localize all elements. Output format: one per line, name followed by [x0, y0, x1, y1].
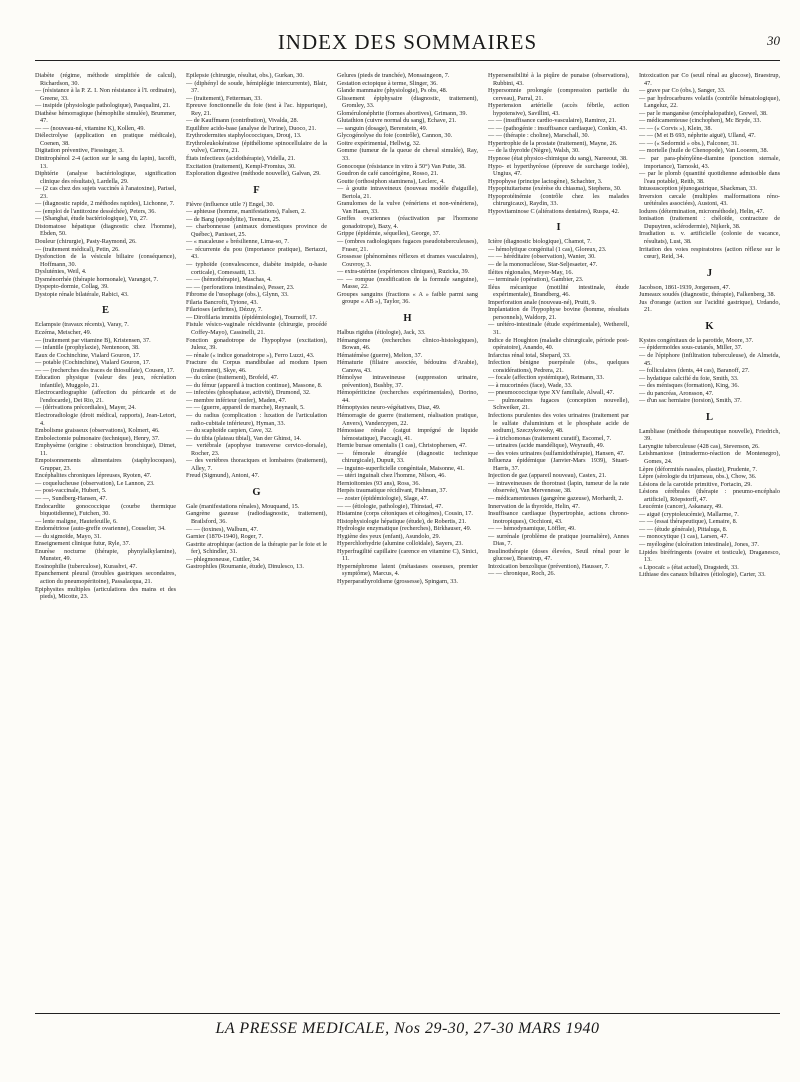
index-entry: Hématémèse (guerre), Melton, 37.	[337, 351, 423, 359]
index-entry: — — (essai thérapeutique), Lemaire, 8.	[639, 518, 738, 526]
index-entry: — —, Sundberg-Hansen, 47.	[35, 494, 108, 502]
index-entry: — hydatique calcifié du foie, Smith, 33.	[639, 374, 739, 382]
index-entry: Kystes congénitaux de la parotide, Moore, 37.	[639, 336, 754, 344]
index-entry: Hémopériticine (recherches expérimentales), Dorino, 44.	[337, 389, 478, 404]
index-entry: — « macaleuse » brésilienne, Lima-so, 7.	[186, 238, 289, 246]
index-entry: — médicamenteuse (cinchophen), Mc Bryde, 33.	[639, 117, 761, 125]
index-entry: Filaria Bancrofti, Tytone, 43.	[186, 298, 258, 306]
footer-rule	[35, 1013, 780, 1014]
index-entry: — pneumococcique type XV familiale, Alwall, 47.	[488, 389, 615, 397]
index-entry: Hypo- et hyperthyréose (épreuve de surcharge iodée), Ungius, 47.	[488, 162, 629, 178]
index-entry: Endométriose (auto-greffe ovarienne), Couselier, 34.	[35, 525, 166, 533]
page-title: INDEX DES SOMMAIRES	[277, 30, 538, 54]
index-entry: — d'un sac herniaire (torsion), Smith, 37.	[639, 397, 742, 405]
index-entry: — par le manganèse (encéphalopathie), Grewel, 38.	[639, 109, 768, 117]
index-entry: Gangrène gazeuse (radiodiagnostic, traitement), Brailsford, 36.	[186, 510, 327, 525]
index-entry: Histophysiologie hépatique (étude), de Robertis, 21.	[337, 517, 467, 525]
index-entry: Lambliase (méthode thérapeutique nouvelle), Friedrich, 39.	[639, 427, 780, 443]
index-entry: Dysfonction de la vésicule biliaire (conséquence), Hoffmann, 30.	[35, 253, 176, 268]
index-entry: Digitation préventive, Fiessinger, 3.	[35, 147, 124, 155]
index-entry: Erythrodermites staphylococciques, Drouj, 13.	[186, 132, 302, 140]
index-entry: — — hémodynamique, Löffler, 49.	[488, 525, 576, 533]
index-entry: Laryngite tuberculeuse (428 cas), Stevenson, 26.	[639, 442, 760, 450]
index-entry: Iléus mécanique (motilité intestinale, étude expérimentale), Brandberg, 46.	[488, 283, 629, 299]
index-entry: Hypertrophie de la prostate (traitement), Mayne, 26.	[488, 139, 618, 147]
index-entry: Douleur (chirurgie), Pasty-Raymond, 26.	[35, 238, 137, 246]
index-entry: Hémangiome (recherches clinico-histologiques), Bowan, 46.	[337, 336, 478, 352]
index-entry: Gale (manifestations rénales), Mouquand, 15.	[186, 502, 300, 510]
index-entry: Eclampsie (travaux récents), Varay, 7.	[35, 321, 129, 329]
index-entry: Hypnose (état physico-chimique du sang), Nareeout, 38.	[488, 155, 628, 163]
index-entry: Ionisation (traitement : chéloïde, contracture de Dupuytren, sclérodermie), Nijkerk, 38.	[639, 215, 780, 230]
index-entry: — — (recherches des traces de thiosulfate), Cousen, 17.	[35, 366, 175, 374]
index-entry: Fièvre (influence utile ?) Engel, 30.	[186, 200, 275, 208]
index-entry: Injection de gaz (appareil nouveau), Castex, 21.	[488, 472, 607, 480]
index-entry: Diphtérie (analyse bactériologique, signification clinique des résultats), Lardella, 29.	[35, 170, 176, 185]
header-rule	[35, 60, 780, 61]
index-entry: Lèpre (sérologie du trijumeau, obs.), Chow, 36.	[639, 473, 757, 481]
index-entry: — insipide (physiologie pathologique), Pasqualini, 21.	[35, 102, 171, 110]
index-entry: — infantile (prophylaxie), Nentenoon, 38.	[35, 344, 140, 352]
index-entry: Fracture du Corpus mandibulae ad modum Ipsen (traitement), Skye, 46.	[186, 359, 327, 374]
index-entry: Intoxication par Co (seuil rénal au glucose), Braestrup, 47.	[639, 72, 780, 87]
index-entry: Hypernéphrome latent (métastases osseuses, premier symptôme), Marcus, 4.	[337, 562, 478, 578]
index-entry: — du pancréas, Aronsson, 47.	[639, 389, 714, 397]
page-number: 30	[767, 33, 780, 48]
index-entry: Irradiation u. v. artificielle (colonie de vacance, résultats), Lust, 38.	[639, 230, 780, 246]
index-entry: — extra-utérine (expériences cliniques), Ruzicka, 39.	[337, 268, 470, 276]
index-entry: Epreuve fonctionnelle du foie (test à l'ac. hippurique), Rey, 21.	[186, 102, 327, 117]
index-entry: Enurèse nocturne (thérapie, phynylalkylamine), Munster, 49.	[35, 547, 176, 563]
index-entry: Intussusception jéjunogastrique, Shackman, 33.	[639, 185, 757, 193]
index-entry: Hémolyse intraveineuse (suppression urinaire, prévention), Bushby, 37.	[337, 374, 478, 389]
index-entry: Encéphalites chroniques lépreuses, Ryoten, 47.	[35, 472, 152, 480]
index-entry: — monocytique (1 cas), Larsen, 47.	[639, 533, 729, 541]
index-entry: — — (étude générale), Pittaluga, 8.	[639, 525, 728, 533]
index-entry: Imperforation anale (nouveau-né), Pruitt, 9.	[488, 298, 597, 306]
index-entry: Glycogénolyse du foie (contrôle), Cannon, 30.	[337, 132, 453, 140]
index-entry: — — (thérapie : choline), Marschall, 30.	[488, 132, 590, 140]
index-entry: Infarctus rénal total, Shepard, 33.	[488, 351, 571, 359]
index-entry: Epanchement pleural (troubles gastriques secondaires, action du pneumopéritoine), Passalacqua, 21.	[35, 570, 176, 585]
index-entry: — mortelle (huile de Chenopode), Van Looeren, 38.	[639, 147, 769, 155]
section-letter: H	[403, 312, 412, 324]
index-entry: Irritation des voies respiratoires (action réflexe sur le cœur), Reid, 34.	[639, 245, 780, 261]
index-entry: — — (guerre, appareil de marche), Reynault, 5.	[186, 404, 305, 412]
index-entry: — du radius (complication : luxation de l'articulation radio-cubitale inférieure), Hyman, 33.	[186, 411, 327, 427]
index-entry: — fémorale étranglée (diagnostic technique chirurgicale), Dupuit, 33.	[337, 449, 478, 465]
index-entry: — du tibia (plateau tibial), Van der Ghinst, 14.	[186, 434, 302, 442]
index-entry: Greffes ovariennes (réactivation par l'hormone gonadotrope), Bazy, 4.	[337, 215, 478, 230]
index-column-5	[639, 72, 780, 1002]
index-entry: Education physique (valeur des jeux, récréation infantile), Muggolo, 21.	[35, 374, 176, 389]
index-entry: — des voies urinaires (sulfamidothérapie), Hansen, 47.	[488, 449, 625, 457]
index-entry: Infection bénigne puerpérale (obs., quelques considérations), Pedrera, 21.	[488, 359, 629, 374]
index-entry: Hypertension artérielle (accès fébrile, action hypotensive), Savillini, 43.	[488, 102, 629, 117]
index-entry: — (dérivations précordiales), Mayer, 24.	[35, 404, 136, 412]
index-entry: Iodures (détermination, microméthode), Helin, 47.	[639, 207, 765, 215]
index-entry: — (traitement), Fetterman, 33.	[186, 94, 262, 102]
index-entry: Enseignement clinique futur, Ryle, 37.	[35, 540, 131, 548]
index-column-4	[488, 72, 629, 1002]
index-entry: — utéri inguinali chez l'homme, Nilson, 46.	[337, 472, 446, 480]
index-entry: Inversion cæcale (multiples malformations réno-urétérales associées), Austoni, 43.	[639, 192, 780, 208]
index-entry: Eczéma, Meischer, 49.	[35, 328, 92, 336]
index-entry: Insuffisance cardiaque (hypertrophie, actions chrono-inotropiques), Occhioni, 43.	[488, 510, 629, 525]
index-entry: — membre inférieur (enfer), Maden, 47.	[186, 396, 287, 404]
index-entry: Lipides biréfringents (ovaire et testicule), Draganesco, 13.	[639, 548, 780, 564]
index-entry: — du crâne (traitement), Brofeld, 47.	[186, 374, 279, 382]
index-entry: Eaux de Cochinchine, Vialard Gouron, 17.	[35, 351, 141, 359]
index-entry: Dysluténies, Weil, 4.	[35, 268, 87, 276]
index-entry: Hypoprotéinémie (contrôle chez les malades chirurgicaux), Raydin, 33.	[488, 192, 629, 208]
index-entry: — typhoïde (convalescence, diabète insipide, α-hasie corticale), Comessatti, 13.	[186, 261, 327, 276]
index-entry: — de Bang (spondylite), Teenstra, 25.	[186, 215, 281, 223]
index-entry: Glande mammaire (physiologie), Ps obs, 48.	[337, 87, 448, 95]
index-entry: — médicamenteuses (gangrène gazeuse), Morhardt, 2.	[488, 494, 624, 502]
index-entry: — rénale (« indice gonadotrope »), Ferro Luzzi, 43.	[186, 351, 315, 359]
index-entry: Dinitrophénol 2-4 (action sur le sang du lapin), Iacoffi, 13.	[35, 155, 176, 170]
index-entry: — — (nouveau-né, vitamine K), Kollen, 49.	[35, 124, 145, 132]
index-entry: — (emploi de l'antitoxine desséchée), Peters, 36.	[35, 207, 156, 215]
index-entry: Hyperfragilité capillaire (carence en vitamine C), Sinici, 11.	[337, 547, 478, 563]
index-column-1	[35, 72, 176, 1002]
index-entry: Gastrite atrophique (action de la thérapie par le foie et le fer), Schindler, 31.	[186, 540, 327, 556]
section-letter: G	[252, 486, 261, 498]
index-entry: Granulomes de la vulve (vénériens et non-vénériens), Van Haam, 33.	[337, 200, 478, 215]
index-entry: Hyperparathyroïdisme (grossesse), Spingarn, 33.	[337, 578, 458, 585]
index-entry: Jumeaux soudés (diagnostic, thérapie), Falkenberg, 38.	[639, 291, 776, 299]
index-entry: Herpès traumatique récidivant, Fishman, 37.	[337, 487, 448, 495]
index-entry: Implantation de l'hypophyse bovine (homme, résultats personnels), Waldorp, 21.	[488, 306, 629, 321]
index-entry: — par hydrocarbures volatils (contrôle hématologique), Langeluz, 22.	[639, 94, 780, 110]
journal-footer: LA PRESSE MEDICALE, Nos 29-30, 27-30 MARS 1940	[215, 1020, 600, 1037]
index-entry: Hyperchlorhydrie (alumine colloïdale), Sayers, 23.	[337, 540, 463, 548]
index-entry: — intraveineuses de thorotrast (lapin, tumeur de la rate observée), Van Mervenesse, 38.	[488, 479, 629, 495]
index-entry: Leucémie (cancer), Askanazy, 49.	[639, 503, 723, 511]
index-entry: Jacobson, 1861-1939, Jorgensen, 47.	[639, 283, 731, 291]
index-entry: — (ombres radiologiques fugaces pseudotuberculeuses), Fraser, 21.	[337, 238, 478, 253]
index-entry: — (résistance à la P. Z. I. Non résistance à l'I. ordinaire), Greene, 33.	[35, 87, 176, 102]
index-entry: — folliculaires (dents, 44 cas), Baranoff, 27.	[639, 367, 750, 375]
index-entry: — vertébrale (apophyse transverse cervico-dorsale), Rocher, 23.	[186, 442, 327, 457]
index-entry: — (traitement médical), Petin, 26.	[35, 245, 120, 253]
index-entry: Hernioïtomies (93 ans), Ross, 36.	[337, 479, 421, 487]
index-entry: Hypersomnie prolongée (compression partielle du cerveau), Parral, 21.	[488, 87, 629, 102]
index-entry: Jus d'orange (action sur l'acidité gastrique), Urdando, 21.	[639, 298, 780, 314]
index-entry: Garnier (1870-1940), Roger, 7.	[186, 533, 264, 541]
index-entry: — à trichomonas (traitement curatif), Escomel, 7.	[488, 434, 612, 442]
index-entry: — hémolytique congénital (1 cas), Gloreux, 23.	[488, 245, 607, 253]
index-entry: — terminale (opération), Gambier, 23.	[488, 276, 584, 284]
index-entry: — Dirofilaria immitis (épidémiologie), Tournoff, 17.	[186, 313, 317, 321]
index-entry: Groupes sanguins (fractions « A » faible parmi sang groupe « AB »), Taylor, 36.	[337, 290, 478, 306]
section-letter: F	[253, 184, 260, 196]
index-entry: Equilibre acido-base (analyse de l'urine), Duoco, 21.	[186, 124, 317, 132]
index-entry: — du scaphoïde carpien, Cave, 32.	[186, 427, 273, 435]
index-entry: — du sigmoïde, Mayo, 31.	[35, 532, 102, 540]
index-entry: Embolectomie pulmonaire (technique), Henry, 37.	[35, 434, 160, 442]
index-entry: Goitre expérimental, Hellwig, 32.	[337, 139, 421, 147]
index-entry: — — héréditaire (observation), Wanier, 30.	[488, 253, 596, 261]
index-entry: — à goutte intraveineux (nouveau modèle d'aiguille), Bertola, 21.	[337, 185, 478, 200]
index-entry: — récurrente du pou (importance pratique), Bertazzi, 43.	[186, 245, 327, 261]
index-entry: Emphysème (origine : obstruction bronchique), Dimet, 11.	[35, 442, 176, 457]
index-entry: Hydrologie enzymatique (recherches), Birkhauser, 49.	[337, 525, 472, 533]
index-entry: Diélectrolyse (application en pratique médicale), Coenen, 38.	[35, 132, 176, 147]
index-entry: Gastrophiles (Roumanie, étude), Dinulesco, 13.	[186, 563, 304, 571]
index-entry: — focale (affection systémique), Reimann, 33.	[488, 374, 605, 382]
index-entry: Hypovitaminose C (altérations dentaires), Ruspa, 42.	[488, 207, 620, 215]
index-entry: — de Kauffmann (contribution), Vivalda, 28.	[186, 117, 299, 125]
index-entry: — sanguin (dosage), Berenstein, 49.	[337, 124, 428, 132]
index-entry: Indice de Houghton (maladie chirurgicale, période post-opératoire), Anando, 40.	[488, 336, 629, 352]
index-entry: États infectieux (acidothérapie), Vidella, 21.	[186, 155, 296, 163]
index-entry: Electroradiologie (droit médical, rapports), Jean-Letort, 4.	[35, 411, 176, 427]
index-entry: Hypersensibilité à la piqûre de punaise (observations), Rubbini, 43.	[488, 72, 629, 87]
index-entry: Dyspepto-dormie, Collag, 39.	[35, 283, 109, 291]
index-entry: Intoxication benzolique (prévention), Hausser, 7.	[488, 562, 610, 570]
index-entry: — post-vaccinale, Hubert, 5.	[35, 487, 107, 495]
index-entry: Endocardite gonococcique (courbe thermique biquotidienne), Futchen, 30.	[35, 502, 176, 518]
index-entry: — aphteuse (homme, manifestations), Falsen, 2.	[186, 208, 306, 216]
index-entry: — zoster (épidémiologie), Slage, 47.	[337, 494, 429, 502]
index-entry: — des vertèbres thoraciques et lombaires (traitement), Alley, 7.	[186, 457, 327, 472]
index-entry: — — (M et B 693, néphrite aiguë), Ulland, 47.	[639, 132, 756, 140]
section-letter: E	[101, 305, 109, 317]
index-entry: — potable (Cochinchine), Vialard Gouron, 17.	[35, 359, 151, 367]
index-entry: — — rompue (modification de la formule sanguine), Masse, 22.	[337, 275, 478, 291]
section-letter: L	[705, 411, 713, 423]
index-entry: — — (étiologie, pathologie), Thinstad, 47.	[337, 502, 443, 510]
index-entry: Epiphysites multiples (articulations des mains et des pieds), Micotte, 23.	[35, 585, 176, 601]
index-entry: — (Shanghai, étude bactériologique), Yü, 27.	[35, 215, 148, 223]
index-entry: — inguino-superficielle congénitale, Maisonne, 41.	[337, 464, 465, 472]
index-entry: Fibrome de l'œsophage (obs.), Glynn, 33.	[186, 291, 289, 299]
index-entry: Hypopituitarisme (exérèse du chiasma), Stephens, 30.	[488, 185, 622, 193]
index-entry: — par le plomb (quantité quotidienne admissible dans l'eau potable), Reith, 38.	[639, 170, 780, 185]
index-entry: Fonction gonadotrope de l'hypophyse (excitation), Julesz, 39.	[186, 336, 327, 352]
index-entry: Embolisme graisseux (observations), Kolmert, 46.	[35, 427, 160, 435]
page-header	[35, 30, 780, 56]
section-letter: J	[706, 267, 713, 279]
index-entry: Grossesse (phénomènes réflexes et drames vasculaires), Couvroy, 3.	[337, 253, 478, 268]
index-entry: Lithiase des canaux biliaires (étiologie), Carter, 33.	[639, 571, 766, 579]
index-entry: — coquelucheuse (observation), Le Lannon, 23.	[35, 479, 155, 487]
index-entry: — (diagnostic rapide, 2 méthodes rapides), Lichonne, 7.	[35, 200, 175, 208]
index-entry: Lèpre (déformités nasales, plastie), Prudente, 7.	[639, 465, 758, 473]
index-entry: Hémostase rénale (catgut imprégné de liquide hémostatique), Paccagli, 41.	[337, 427, 478, 442]
section-letter: K	[705, 320, 714, 332]
index-entry: — — (pathogénie : insuffisance cardiaque), Conkin, 43.	[488, 124, 628, 132]
index-entry: Infections purulentes des voies urinaires (traitement par le sulfate d'aluminium et le phosphate acide de sodium), Szeczykowsky, 48.	[488, 411, 629, 435]
index-entry: Hémoptysies neuro-végétatives, Diaz, 49.	[337, 404, 441, 412]
index-entry: — urétéro-intestinale (étude expérimentale), Wetherell, 31.	[488, 321, 629, 336]
index-column-3	[337, 72, 478, 1002]
index-entry: — — (hémothérapie), Maschas, 4.	[186, 276, 272, 284]
index-entry: — de la mononucléose, Star-Seljesaeter, 47.	[488, 261, 598, 269]
index-entry: Lésions cérébrales (thérapie : pneumo-encéphalo artificiel), Röepstorff, 47.	[639, 488, 780, 503]
index-entry: Grippe (épidémie, séquelles), George, 37.	[337, 230, 441, 238]
index-entry: — myélogène (ulcération intestinale), Jones, 37.	[639, 540, 759, 548]
index-entry: — — (perforations intestinales), Pesser, 23.	[186, 283, 295, 291]
index-entry: Histamine (corps cétoniques et cétogènes), Cousin, 17.	[337, 510, 473, 518]
index-entry: Hernie bursae omentalis (1 cas), Christophersen, 47.	[337, 442, 467, 450]
index-entry: Glissement épiphysaire (diagnostic, traitement), Gromley, 33.	[337, 94, 478, 110]
index-entry: Goudron de café cancérigène, Rosso, 21.	[337, 170, 439, 178]
index-entry: Dysménorrhée (thérapie hormonale), Varangot, 7.	[35, 275, 159, 283]
index-entry: Filarioses (arthrites), Dézuy, 7.	[186, 306, 263, 314]
index-entry: — de l'épiphore (infiltration tuberculeuse), de Almeida, 45.	[639, 351, 780, 367]
index-entry: Fistule vésico-vaginale récidivante (chirurgie, procédé Coffey-Mayo), Cassinelli, 21.	[186, 321, 327, 336]
index-entry: Hémorragie de guerre (traitement, réalisation pratique, Anvers), Vanderzypen, 22.	[337, 411, 478, 427]
index-entry: — (diphényl de soude, hémiplégie intercurrente), Blair, 37.	[186, 79, 327, 95]
index-entry: — du fémur (appareil à traction continue), Massone, 8.	[186, 381, 323, 389]
index-entry: Ictère (diagnostic biologique), Chamot, 7.	[488, 238, 592, 246]
index-entry: — des ménisques (formation), King, 36.	[639, 382, 740, 390]
index-entry: Hypophyse (principe lactogène), Schachter, 3.	[488, 177, 603, 185]
index-entry: — aiguë (cryptoleucémie), Mallarme, 7.	[639, 510, 739, 518]
index-entry: Lésions de la carotide primitive, Fortacin, 29.	[639, 480, 752, 488]
index-entry: Dystopie rénale bilatérale, Rabici, 43.	[35, 290, 129, 298]
index-entry: — à mucorinées (face), Wade, 33.	[488, 381, 573, 389]
index-entry: Hygiène des yeux (enfant), Asundolo, 29.	[337, 532, 441, 540]
index-entry: Electrocardiographie (affection du péricarde et de l'endocarde), Dei Rio, 21.	[35, 389, 176, 404]
index-columns	[35, 72, 780, 1002]
index-entry: — — (toxines), Walbum, 47.	[186, 525, 259, 533]
index-column-2	[186, 72, 327, 1002]
index-entry: Gelures (pieds de tranchée), Monsaingeon, 7.	[337, 72, 450, 79]
index-entry: — — chronique, Roch, 26.	[488, 570, 556, 578]
index-entry: Erythroleukokératose (épithéliome spinocellulaire de la vulve), Carrera, 21.	[186, 139, 327, 155]
index-entry: — urinaires (acide mandélique), Weyrauth, 49.	[488, 442, 605, 450]
index-entry: Gomme (tumeur de la queue de cheval simulée), Ray, 33.	[337, 147, 478, 163]
index-entry: — par para-phénylène-diamine (ponction sternale, importance), Tarnoski, 43.	[639, 155, 780, 170]
index-entry: Excitation (traitement), Kempl-Fromius, 30.	[186, 162, 296, 170]
index-entry: — phlegmoneuse, Cuttler, 34.	[186, 555, 261, 563]
index-entry: Diabète (régime, méthode simplifiée de calcul), Richardson, 30.	[35, 72, 176, 87]
index-entry: Hématurie (filiaire associée, bédouins d'Arabie), Canova, 43.	[337, 359, 478, 374]
index-entry: Iléites régionales, Meyer-May, 16.	[488, 268, 574, 276]
index-entry: Influenza épidémique (Janvier-Mars 1939), Stuart-Harris, 37.	[488, 457, 629, 472]
section-letter: I	[556, 222, 561, 234]
index-entry: — — (« Corvis »), Klein, 38.	[639, 124, 713, 132]
index-entry: Epilepsie (chirurgie, résultat, obs.), Gurkan, 30.	[186, 72, 304, 79]
index-entry: Halbus rigidus (étiologie), Jack, 33.	[337, 328, 426, 336]
index-entry: Insulinothérapie (doses élevées, Seuil rénal pour le glucose), Braestrup, 47.	[488, 547, 629, 563]
index-entry: — charbonneuse (animaux domestiques province de Québec), Panisset, 25.	[186, 223, 327, 238]
index-entry: Empoisonnements alimentaires (staphylocoques), Gruppar, 23.	[35, 457, 176, 472]
index-entry: — de la thyroïde (Nègre), Walsh, 30.	[488, 147, 580, 155]
index-entry: — pulmonaires fugaces (conception nouvelle), Schweiker, 21.	[488, 396, 629, 412]
index-entry: Freud (Sigmund), Antoni, 47.	[186, 472, 260, 480]
index-entry: Gonocoque (résistance in vitro à 50°) Van Putte, 38.	[337, 162, 466, 170]
index-entry: Eosinophilie (tuberculose), Kurashvi, 47.	[35, 562, 138, 570]
index-entry: — épidermoïdes sous-cutanés, Miller, 37.	[639, 344, 743, 352]
index-entry: — — (« Sedormid » obs.), Falconer, 31.	[639, 139, 739, 147]
index-entry: — grave par Co (obs.), Sanger, 33.	[639, 87, 726, 95]
index-entry: — lente maligne, Hautefeuille, 6.	[35, 517, 118, 525]
index-entry: Glomérulonéphrite (formes abortives), Grimann, 39.	[337, 109, 468, 117]
index-entry: Exploration digestive (méthode nouvelle), Galvan, 29.	[186, 170, 321, 178]
index-entry: Distomatose hépatique (diagnostic chez l'homme), Ebden, 50.	[35, 222, 176, 238]
index-entry: — (2 cas chez des sujets vaccinés à l'anatoxine), Parisel, 23.	[35, 185, 176, 200]
index-entry: Glutathion (cuivre normal du sang), Echave, 21.	[337, 117, 457, 125]
index-entry: Leishmaniose (intradermo-réaction de Montenegro), Gomes, 24.	[639, 450, 780, 465]
index-entry: Gestation ectopique à terme, Slinger, 36.	[337, 79, 438, 87]
index-entry: Goutte (orthosiphon staminens), Leclerc, 4.	[337, 177, 445, 185]
index-entry: Diathèse hémorragique (hémophilie simulée), Brummer, 47.	[35, 109, 176, 125]
index-entry: Innervation de la thyroïde, Helin, 47.	[488, 502, 580, 510]
index-entry: — (traitement par vitamine B), Kristensen, 37.	[35, 336, 151, 344]
index-entry: — surrénale (problème de pratique journalière), Annes Dias, 7.	[488, 532, 629, 548]
index-entry: — — (insuffisance cardio-vasculaire), Ramirez, 21.	[488, 117, 617, 125]
index-entry: — infectées (phosphatase, activité), Drumond, 32.	[186, 389, 311, 397]
index-entry: « Lipocaïc » (état actuel), Dragstedt, 33.	[639, 563, 739, 571]
